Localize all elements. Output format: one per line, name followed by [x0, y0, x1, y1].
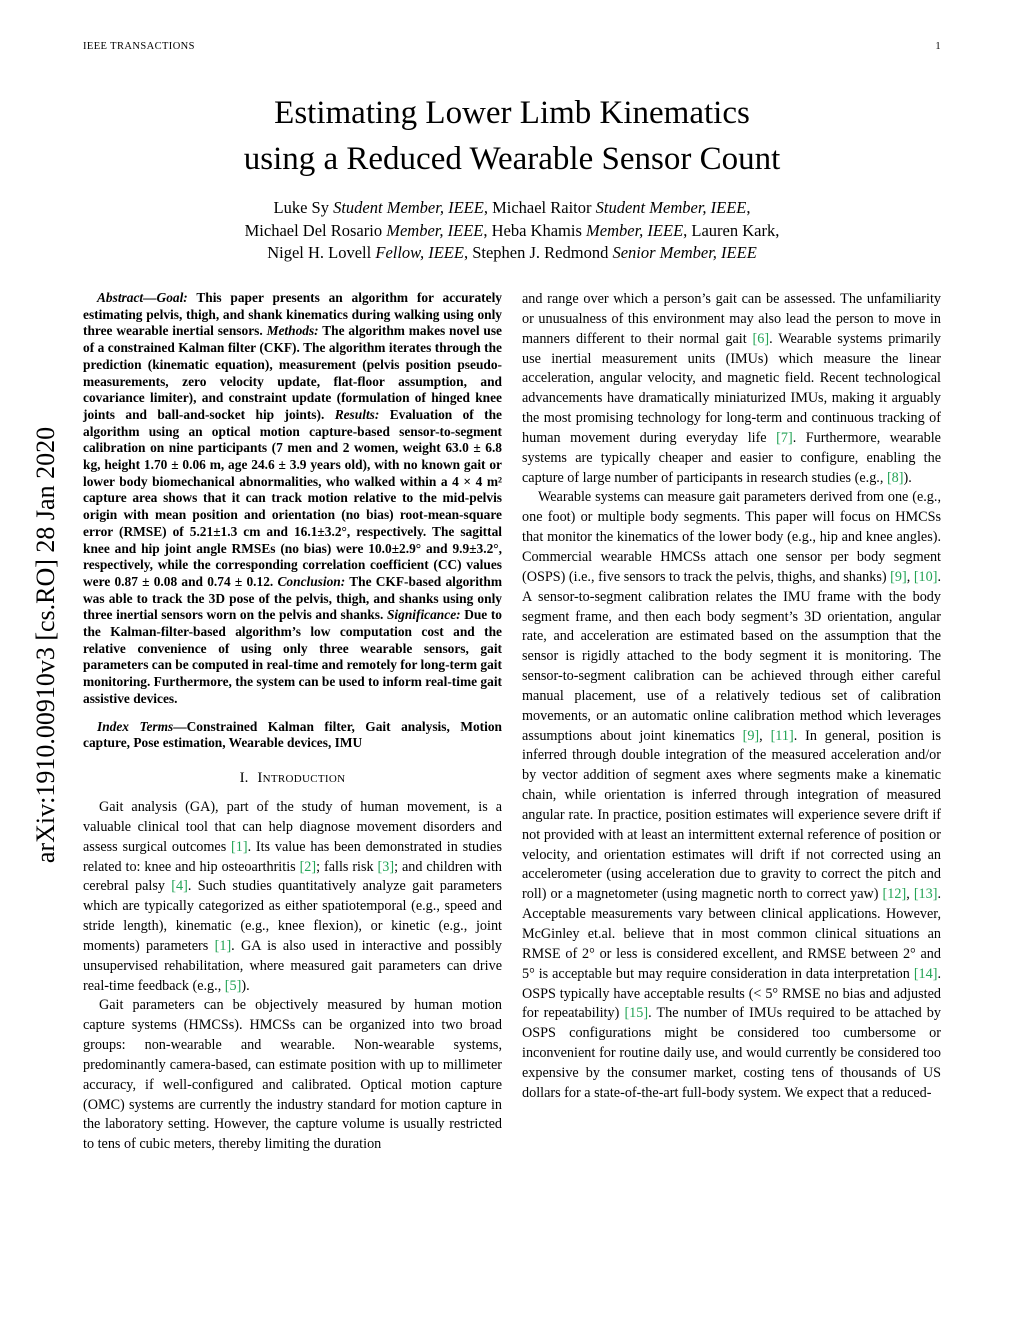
citation-link[interactable]: [6] — [752, 330, 770, 347]
author-line: Nigel H. Lovell Fellow, IEEE, Stephen J. Redmond Senior Member, IEEE — [267, 243, 757, 262]
author-line: Michael Del Rosario Member, IEEE, Heba Khamis Member, IEEE, Lauren Kark, — [244, 220, 780, 240]
running-header — [83, 41, 941, 52]
index-terms: Index Terms—Constrained Kalman filter, Gait analysis, Motion capture, Pose estimation, Wearable devices, IMU — [83, 718, 502, 751]
section-title: Introduction — [257, 769, 346, 786]
citation-link[interactable]: [1] — [231, 838, 248, 855]
citation-link[interactable]: [5] — [224, 977, 242, 994]
intro-paragraph-1: Gait analysis (GA), part of the study of human movement, is a valuable clinical tool that can help diagnose movement disorders and assess surgical outcomes [1]. Its value has been demonstrated in studies related to: knee and hip osteoarthritis [2]; falls risk [3]; and children with cerebral palsy [4]. Such studies quantitatively analyze gait parameters which are typically categorized as either spatiotemporal (e.g., speed and stride length), kinematic (e.g., knee flexion), or kinetic (e.g., joint moments) parameters [1]. GA is also used in interactive and possibly unsupervised rehabilitation, where measured gait parameters can drive real-time feedback (e.g., [5]). — [83, 798, 503, 994]
intro-paragraph-2-continued: and range over which a person’s gait can be assessed. The unfamiliarity or unusualness of this environment may also lead the person to move in manners different to their normal gait [6]. Wearable systems primarily use inertial measurement units (IMUs) which measure the linear acceleration, angular velocity, and magnetic field. Recent technological advancements have dramatically miniaturized IMUs, making it arguably the most promising technology for long-term and continuous tracking of human movement during everyday life [7]. Furthermore, wearable systems are typically cheaper and easier to configure, enabling the capture of large number of participants in research studies (e.g., [8]). — [522, 291, 942, 486]
two-column-body — [83, 290, 941, 1155]
citation-link[interactable]: [9] — [742, 727, 760, 744]
citation-link[interactable]: [3] — [377, 858, 395, 875]
abstract-paragraph: Abstract—Goal: This paper presents an algorithm for accurately estimating pelvis, thigh, and shank kinematics during walking using only three wearable inertial sensors. Methods: The algorithm makes novel use of a constrained Kalman filter (CKF). The algorithm iterates through the prediction (kinematic equation), measurement (pelvis position pseudo-measurements, zero velocity update, flat-floor assumption, and covariance limiter), and constraint update (formulation of hinged knee joints and ball-and-socket hip joints). Results: Evaluation of the algorithm using an optical motion capture-based sensor-to-segment calibration on nine participants (7 men and 2 women, weight 63.0 ± 6.8 kg, height 1.70 ± 0.06 m, age 24.6 ± 3.9 years old), with no known gait or lower body biomechanical abnormalities, who walked within a 4 × 4 m² capture area shows that it can track motion relative to the mid-pelvis origin with mean position and orientation (no bias) root-mean-square error (RMSE) of 5.21±1.3 cm and 16.1±3.2°, respectively. The sagittal knee and hip joint angle RMSEs (no bias) were 10.0±2.9° and 9.9±3.2°, respectively, while the corresponding correlation coefficient (CC) values were 0.87 ± 0.08 and 0.74 ± 0.12. Conclusion: The CKF-based algorithm was able to track the 3D pose of the pelvis, thigh, and shanks using only three inertial sensors worn on the pelvis and shanks. Significance: Due to the Kalman-filter-based algorithm’s low computation cost and the relative convenience of using only three wearable sensors, gait parameters can be computed in real-time and remotely for long-term gait monitoring. Furthermore, the system can be used to inform real-time gait assistive devices. — [83, 290, 502, 706]
citation-link[interactable]: [13] — [913, 886, 938, 903]
citation-link[interactable]: [14] — [913, 965, 938, 982]
left-column — [83, 290, 502, 1155]
citation-link[interactable]: [15] — [624, 1005, 649, 1022]
header-journal-name: IEEE TRANSACTIONS — [83, 41, 195, 52]
citation-link[interactable]: [2] — [299, 858, 317, 875]
citation-link[interactable]: [7] — [776, 429, 793, 446]
header-page-number: 1 — [935, 41, 941, 52]
intro-paragraph-2: Gait parameters can be objectively measured by human motion capture systems (HMCSs). HMCSs can be organized into two broad groups: non-wearable and wearable. Non-wearable systems, predominantly camera-based, can estimate position with up to millimeter accuracy, if well-configured and calibrated. Optical motion capture (OMC) systems are currently the industry standard for motion capture in the laboratory setting. However, the capture volume is usually restricted to tens of cubic meters, thereby limiting the duration — [83, 997, 502, 1153]
section-heading-introduction — [83, 770, 502, 787]
intro-paragraph-3: Wearable systems can measure gait parameters derived from one (e.g., one foot) or multiple body segments. This paper will focus on HMCSs that monitor the kinematics of the lower body (e.g., hip and knee angles). Commercial wearable HMCSs attach one sensor per body segment (OSPS) (i.e., five sensors to track the pelvis, thighs, and shanks) [9], [10]. A sensor-to-segment calibration relates the IMU frame with the body segment frame, and then each body segment’s 3D orientation, angular rate, and acceleration are estimated based on the assumption that the sensor is rigidly attached to the body segment it is monitoring. The sensor-to-segment calibration can be achieved through either careful manual placement, use of a relatively tedious set of calibration movements, or an automatic online calibration method which leverages assumptions about joint kinematics [9], [11]. In general, position is inferred through double integration of the measured acceleration and/or by vector addition of segment axes where segments make a kinematic chain, while orientation is inferred through integration of measured angular rate. In practice, position estimates will experience severe drift if not provided with at least an intermittent external reference of position or velocity, and orientation estimates will drift if not corrected using an accelerometer (using acceleration due to gravity to correct the pitch and roll) or a magnetometer (using magnetic north to correct yaw) [12], [13]. Acceptable measurements vary between clinical applications. However, McGinley et.al. believe that in most common clinical situations an RMSE of 2° or less is considered excellent, and RMSE between 2° and 5° is acceptable but may require consideration in data interpretation [14]. OSPS typically have acceptable results (< 5° RMSE no bias and adjusted for repeatability) [15]. The number of IMUs required to be attached by OSPS configurations might be considered too cumbersome or inconvenient for routine daily use, and would currently be considered too expensive by the consumer market, costing tens of thousands of US dollars for a state-of-the-art full-body system. We expect that a reduced- — [522, 489, 942, 1101]
citation-link[interactable]: [4] — [171, 878, 188, 895]
citation-link[interactable]: [1] — [214, 937, 232, 954]
author-block — [83, 197, 941, 265]
paper-title — [83, 90, 941, 182]
citation-link[interactable]: [10] — [913, 568, 938, 585]
citation-link[interactable]: [9] — [890, 568, 907, 585]
paper-title-line1: Estimating Lower Limb Kinematics — [274, 95, 750, 131]
citation-link[interactable]: [11] — [770, 727, 794, 744]
arxiv-watermark: arXiv:1910.00910v3 [cs.RO] 28 Jan 2020 — [31, 426, 60, 864]
author-line: Luke Sy Student Member, IEEE, Michael Raitor Student Member, IEEE, — [273, 198, 751, 217]
citation-link[interactable]: [12] — [882, 886, 907, 903]
paper-title-line2: using a Reduced Wearable Sensor Count — [243, 141, 781, 177]
section-number: I. — [239, 769, 249, 786]
right-column — [522, 290, 941, 1155]
citation-link[interactable]: [8] — [886, 469, 904, 486]
